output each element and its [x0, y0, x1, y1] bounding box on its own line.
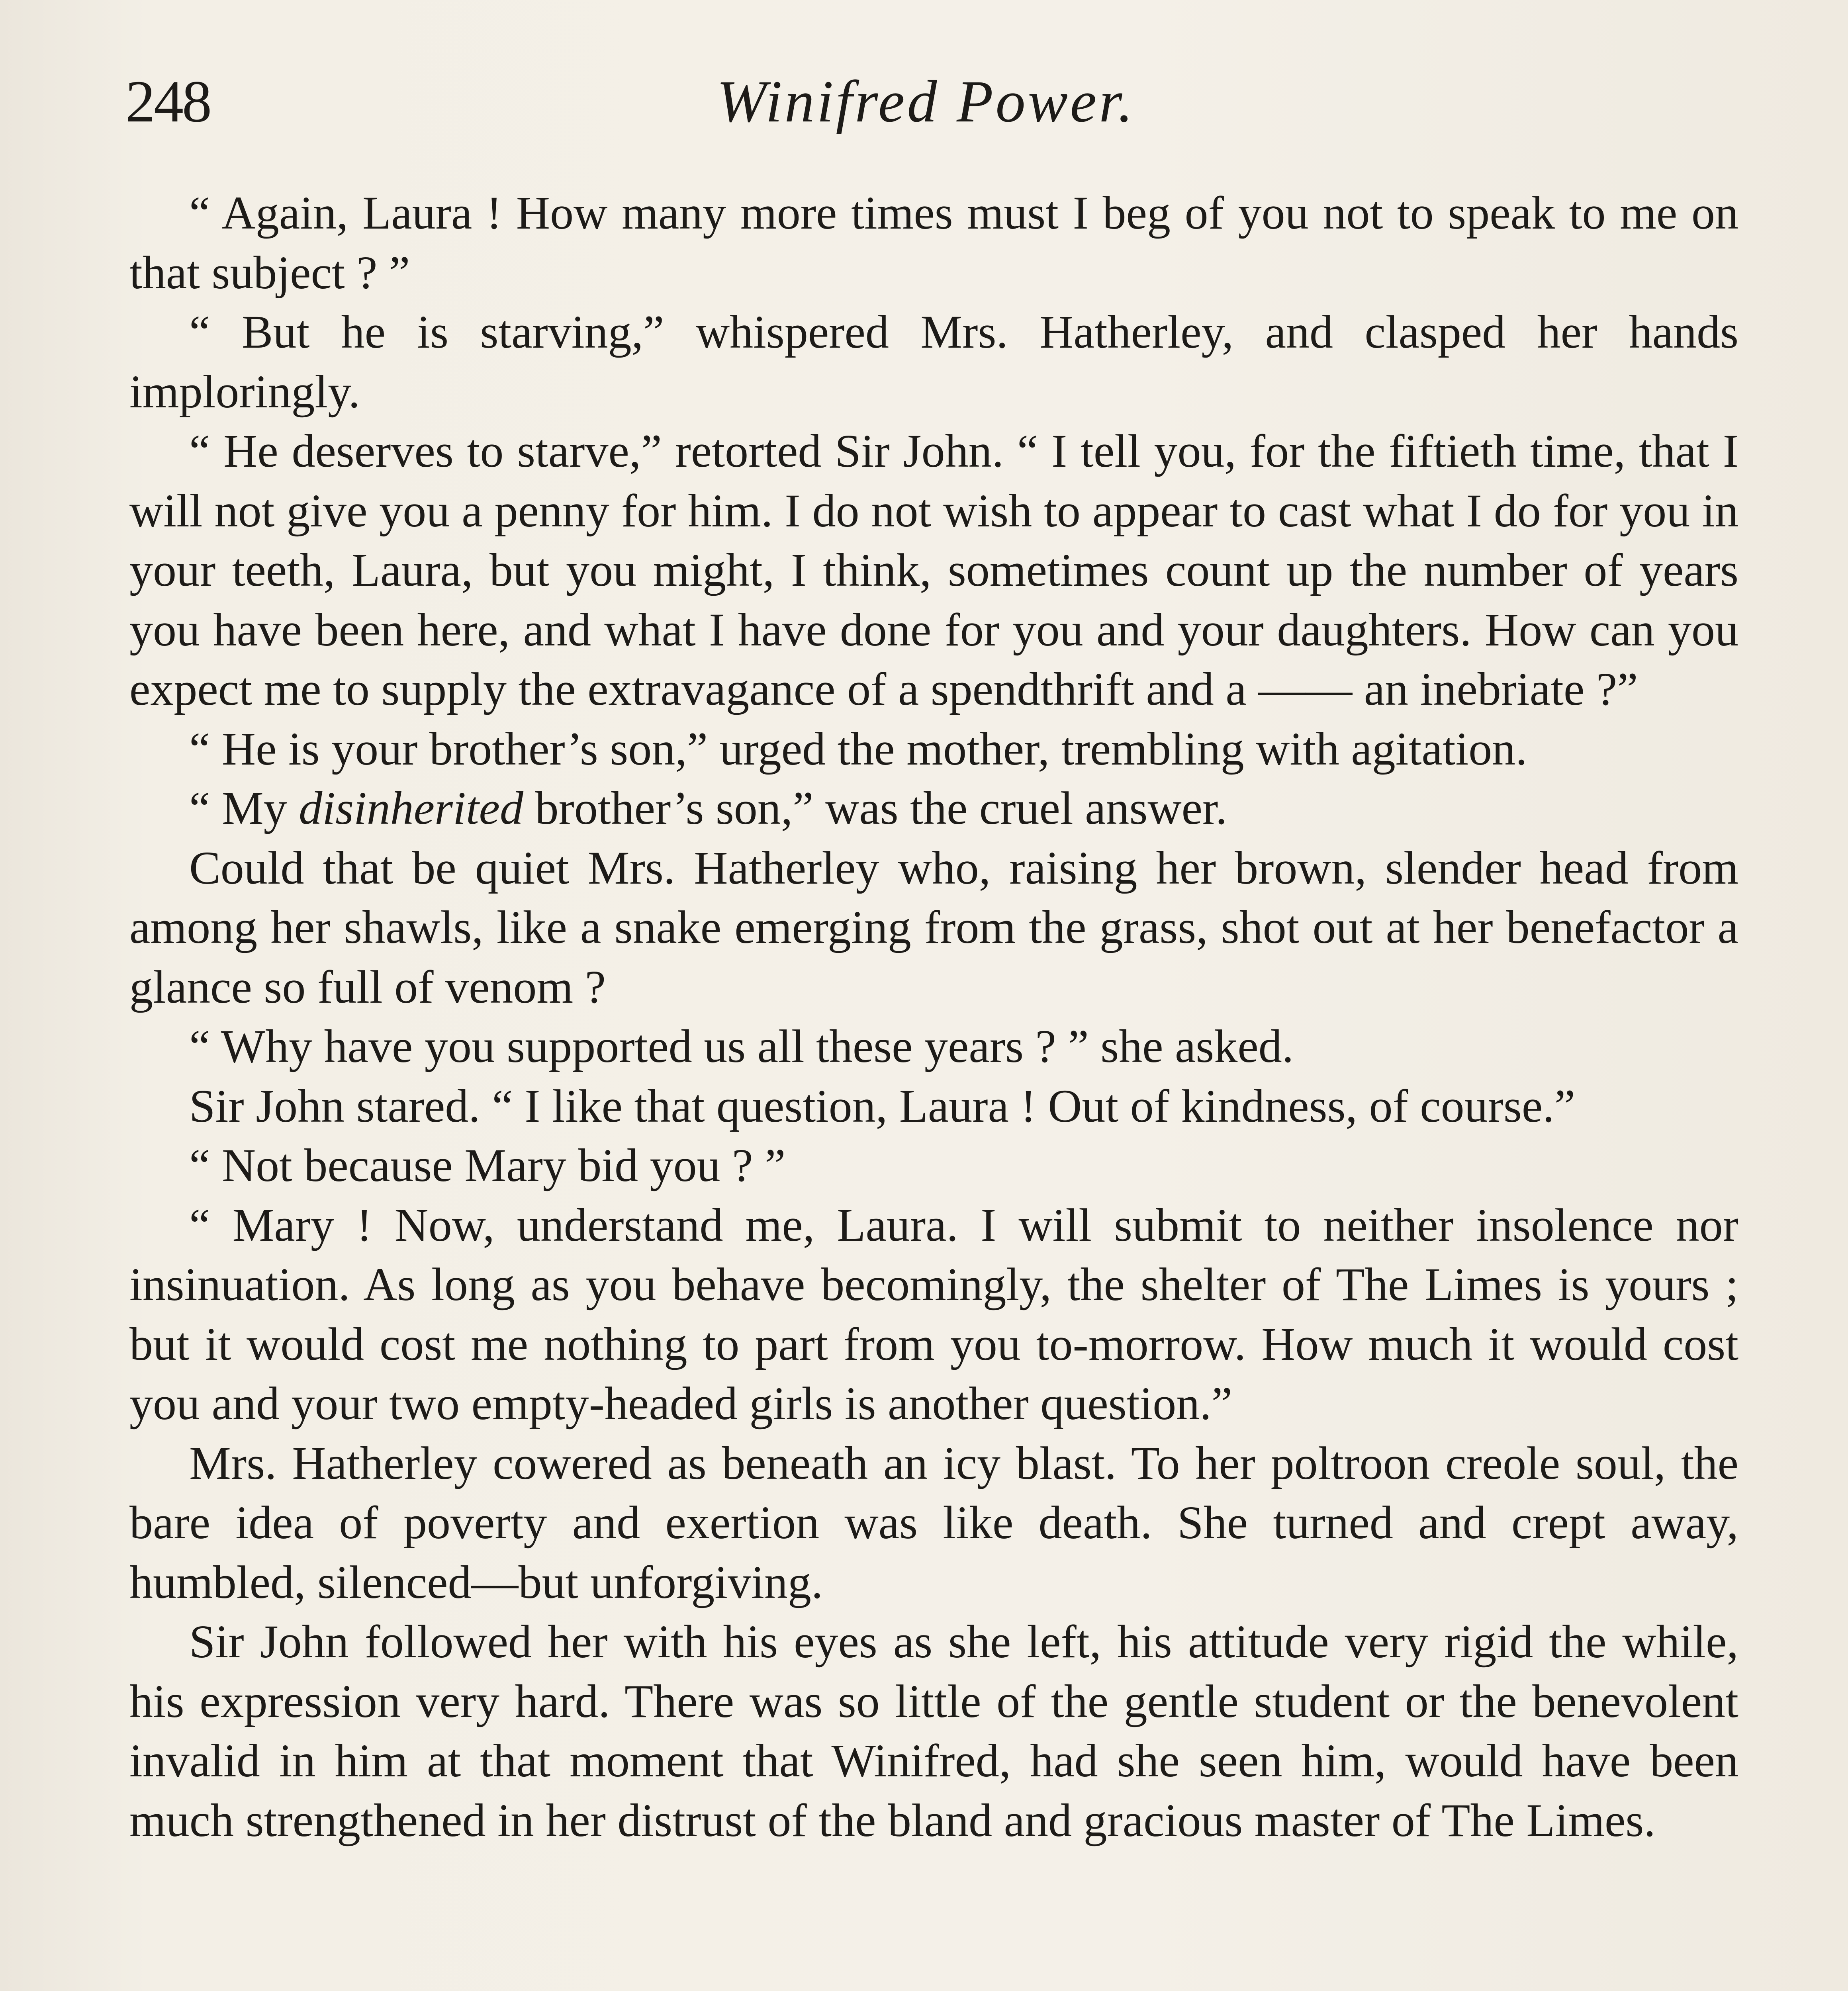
page-header [125, 64, 1727, 143]
paragraph: Sir John followed her with his eyes as she left, his attitude very rigid the while, his expression very hard. There was so little of the gentle student or the benevolent invalid in him at that moment that Winifred, had she seen him, would have been much strengthened in her distrust of the bland and gracious master of The Limes. [129, 1615, 1738, 1846]
body-text [129, 183, 1738, 1850]
italic-word: disinherited [299, 782, 524, 834]
paragraph-text: brother’s son,” was the cruel answer. [523, 782, 1227, 834]
paragraph: “ Not because Mary bid you ? ” [189, 1139, 786, 1191]
paragraph: Sir John stared. “ I like that question, Laura ! Out of kindness, of course.” [189, 1080, 1576, 1132]
page-number: 248 [125, 68, 210, 135]
paragraph: “ Mary ! Now, understand me, Laura. I will submit to neither insolence nor insinuation. As long as you behave becomingly, the shelter of The Limes is yours ; but it would cost me nothing to part from you to-morrow. How much it would cost you and your two empty-headed girls is another question.” [129, 1199, 1738, 1430]
paragraph: “ He deserves to starve,” retorted Sir John. “ I tell you, for the fiftieth time, that I will not give you a penny for him. I do not wish to appear to cast what I do for you in your teeth, Laura, but you might, I think, sometimes count up the number of years you have been here, and what I have done for you and your daughters. How can you expect me to supply the extravagance of a spendthrift and a —— an inebriate ?” [129, 425, 1738, 715]
paragraph: “ He is your brother’s son,” urged the mother, trembling with agitation. [189, 722, 1527, 775]
paragraph: Could that be quiet Mrs. Hatherley who, raising her brown, slender head from among her shawls, like a snake emerging from the grass, shot out at her benefactor a glance so full of venom ? [129, 841, 1738, 1013]
paragraph: “ Again, Laura ! How many more times must I beg of you not to speak to me on that subject ? ” [129, 187, 1738, 299]
paragraph [129, 778, 1738, 838]
paragraph: Mrs. Hatherley cowered as beneath an icy blast. To her poltroon creole soul, the bare idea of poverty and exertion was like death. She turned and crept away, humbled, silenced—but unforgiving. [129, 1437, 1738, 1608]
paragraph: “ But he is starving,” whispered Mrs. Hatherley, and clasped her hands imploringly. [129, 306, 1738, 418]
paragraph: “ Why have you supported us all these years ? ” she asked. [189, 1020, 1294, 1072]
paragraph-text: “ My [189, 782, 299, 834]
running-title: Winifred Power. [716, 68, 1135, 135]
